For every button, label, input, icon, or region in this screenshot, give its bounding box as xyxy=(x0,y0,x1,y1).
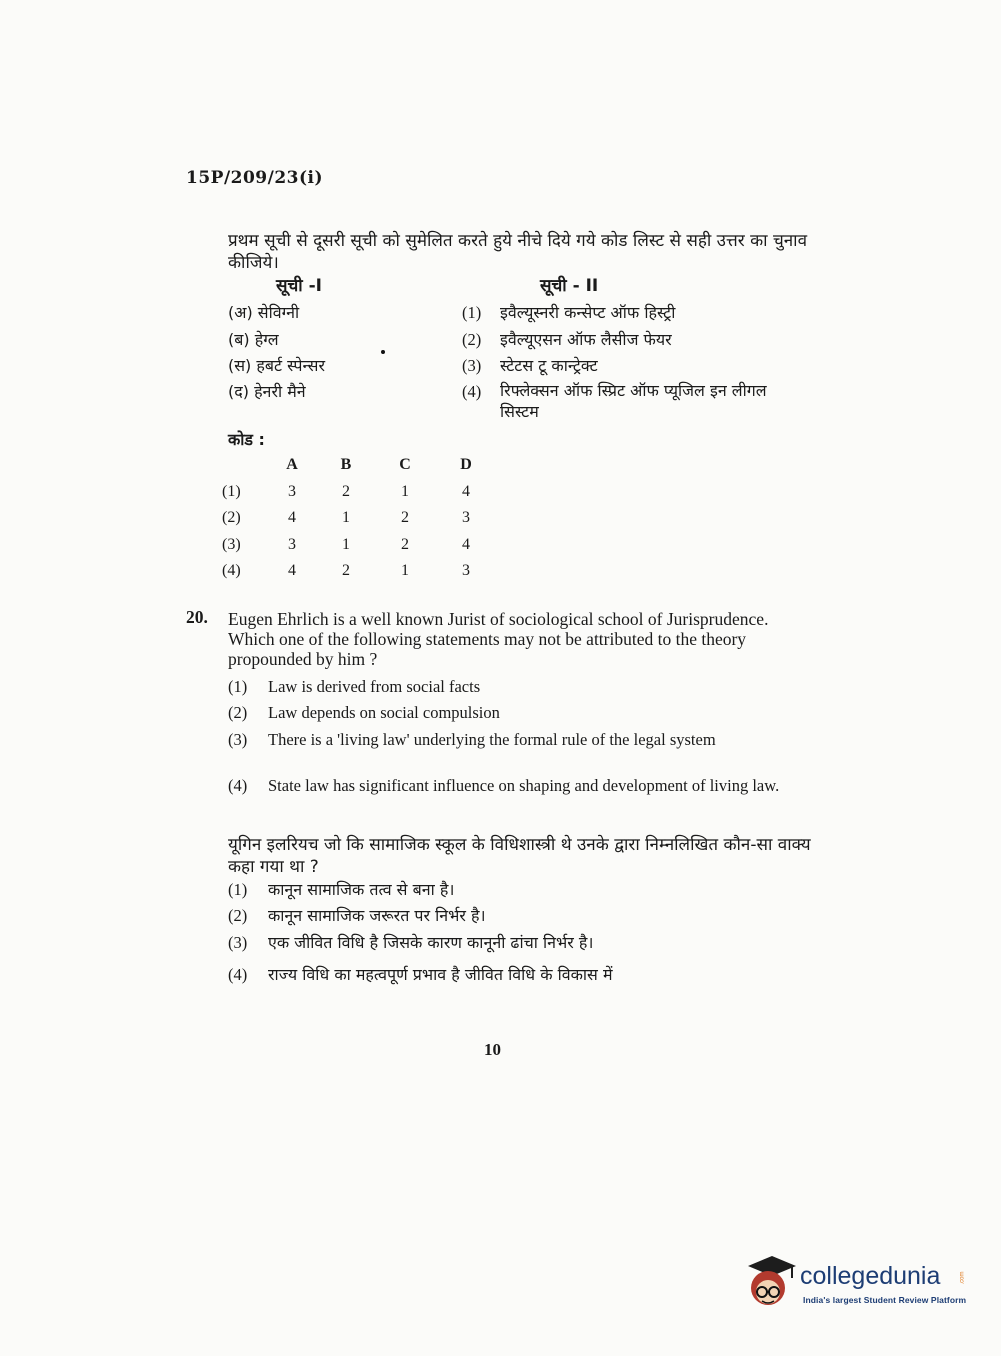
option-number: (4) xyxy=(228,965,248,984)
option-text-hindi: कानून सामाजिक जरूरत पर निर्भर है। xyxy=(268,906,486,925)
list1-heading: सूची -I xyxy=(276,276,322,296)
code-cell: 3 xyxy=(462,509,470,527)
collegedunia-mascot-icon xyxy=(742,1252,798,1312)
option-number: (1) xyxy=(228,677,248,696)
list1-item: (द) हेनरी मैने xyxy=(228,382,306,401)
option-text-hindi: एक जीवित विधि है जिसके कारण कानूनी ढांचा निर्भर है। xyxy=(268,933,594,952)
option-text: Law depends on social compulsion xyxy=(268,703,500,722)
option-number: (4) xyxy=(228,776,248,795)
code-cell: 4 xyxy=(288,562,296,580)
option-number: (2) xyxy=(228,906,248,925)
list1-item: (ब) हेग्ल xyxy=(228,330,279,349)
table-row xyxy=(222,505,496,532)
code-table-corner xyxy=(222,452,266,479)
list1-item: (स) हबर्ट स्पेन्सर xyxy=(228,356,325,375)
option-number: (3) xyxy=(228,730,248,749)
code-row-label: (2) xyxy=(222,509,241,527)
match-instruction-hindi: प्रथम सूची से दूसरी सूची को सुमेलित करते हुये नीचे दिये गये कोड लिस्ट से सही उत्तर का चुनाव कीजिये। xyxy=(228,231,808,273)
option-text-hindi: कानून सामाजिक तत्व से बना है। xyxy=(268,880,455,899)
question-number: 20. xyxy=(186,607,208,627)
paper-code: 15P/209/23(i) xyxy=(186,168,324,188)
code-table-header: B xyxy=(340,456,352,474)
code-cell: 3 xyxy=(462,562,470,580)
list2-item: इवैल्यूएसन ऑफ लैसीज फेयर xyxy=(500,330,672,349)
code-table-header: D xyxy=(460,456,472,474)
question-text-hindi: यूगिन इलरियच जो कि सामाजिक स्कूल के विधिशास्त्री थे उनके द्वारा निम्नलिखित कौन-सा वाक्य कहा गया था ? xyxy=(228,835,811,877)
code-cell: 2 xyxy=(342,482,350,500)
code-cell: 1 xyxy=(342,509,350,527)
code-table-header: C xyxy=(399,456,411,474)
list2-item-number: (4) xyxy=(462,382,482,401)
answer-code-table xyxy=(222,452,496,585)
code-cell: 4 xyxy=(462,535,470,553)
list1-item: (अ) सेविग्नी xyxy=(228,303,300,322)
option-number: (1) xyxy=(228,880,248,899)
option-text: There is a 'living law' underlying the formal rule of the legal system xyxy=(268,730,716,749)
code-row-label: (3) xyxy=(222,535,241,553)
collegedunia-domain: .com xyxy=(959,1271,966,1285)
list2-item-number: (2) xyxy=(462,330,482,349)
code-cell: 4 xyxy=(288,509,296,527)
code-table-header-row xyxy=(222,452,496,479)
list2-item: रिफ्लेक्सन ऑफ स्प्रिट ऑफ प्यूजिल इन लीगल सिस्टम xyxy=(500,381,767,421)
table-row xyxy=(222,479,496,506)
option-text: Law is derived from social facts xyxy=(268,677,481,696)
code-table-header: A xyxy=(286,456,298,474)
collegedunia-tagline: India's largest Student Review Platform xyxy=(803,1295,967,1305)
code-row-label: (4) xyxy=(222,562,241,580)
option-text-hindi: राज्य विधि का महत्वपूर्ण प्रभाव है जीवित विधि के विकास में xyxy=(268,965,613,984)
code-cell: 2 xyxy=(401,535,409,553)
list2-item-number: (3) xyxy=(462,356,482,375)
code-row-label: (1) xyxy=(222,482,241,500)
code-cell: 1 xyxy=(401,562,409,580)
list2-item: इवैल्यूस्नरी कन्सेप्ट ऑफ हिस्ट्री xyxy=(500,303,676,322)
table-row xyxy=(222,558,496,585)
list2-item-number: (1) xyxy=(462,303,482,322)
option-number: (2) xyxy=(228,703,248,722)
table-row xyxy=(222,532,496,559)
code-label: कोड : xyxy=(228,430,265,449)
code-cell: 4 xyxy=(462,482,470,500)
page-number: 10 xyxy=(484,1040,501,1059)
collegedunia-wordmark: collegedunia xyxy=(800,1262,941,1290)
code-cell: 2 xyxy=(342,562,350,580)
list2-heading: सूची - II xyxy=(540,276,599,296)
list2-item: स्टेटस टू कान्ट्रेक्ट xyxy=(500,356,598,375)
question-text: Eugen Ehrlich is a well known Jurist of sociological school of Jurisprudence. Which one of the following statements may not be attributed to the theory propounded by him ? xyxy=(228,609,769,669)
code-cell: 3 xyxy=(288,535,296,553)
code-cell: 1 xyxy=(342,535,350,553)
code-cell: 3 xyxy=(288,482,296,500)
option-text: State law has significant influence on shaping and development of living law. xyxy=(268,776,780,795)
option-number: (3) xyxy=(228,933,248,952)
code-cell: 2 xyxy=(401,509,409,527)
code-cell: 1 xyxy=(401,482,409,500)
stray-mark xyxy=(381,350,385,354)
